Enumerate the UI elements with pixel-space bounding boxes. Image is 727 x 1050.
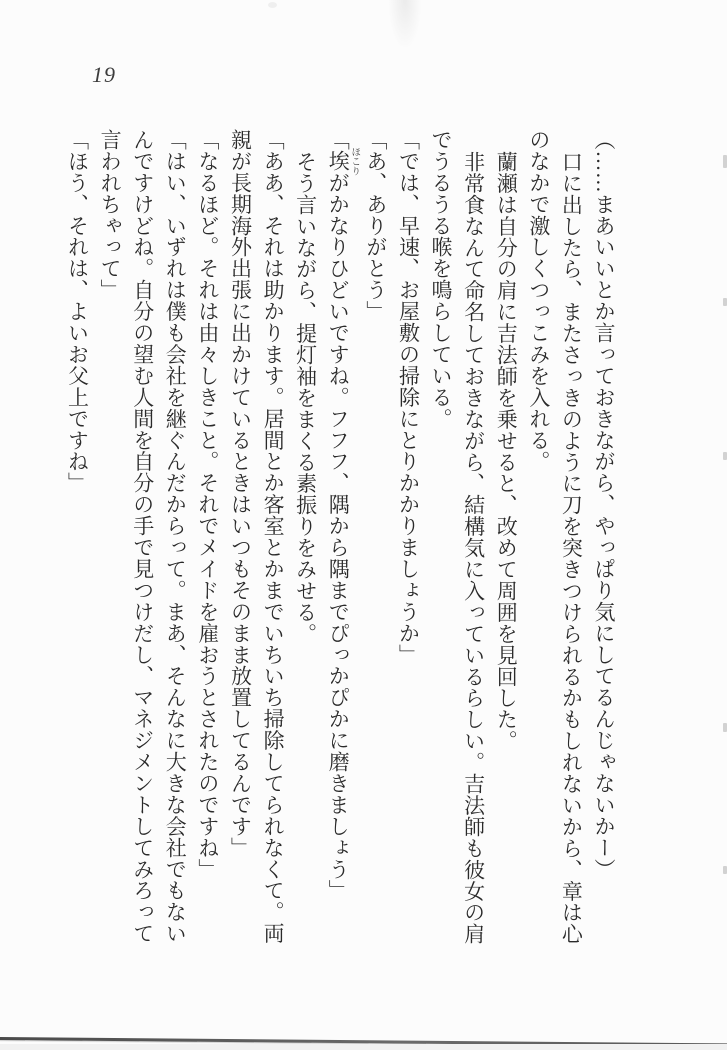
text-line: 「あ、ありがとう」 xyxy=(363,129,388,323)
text-line: （……まあいいとか言っておきながら、やっぱり気にしてるんじゃないかー） xyxy=(592,129,616,880)
text-line: 言われちゃって」 xyxy=(98,129,123,301)
text-line: でうるうる喉を鳴らしている。 xyxy=(429,129,454,430)
page-edge-mark xyxy=(723,298,727,306)
text-line: のなかで激しくつっこみを入れる。 xyxy=(526,129,551,473)
text-line: 親が長期海外出張に出かけているときはいつもそのまま放置してるんです」 xyxy=(228,129,253,859)
scan-smudge xyxy=(388,0,422,50)
text-line: 「なるほど。それは由々しきこと。それでメイドを雇おうとされたのですね」 xyxy=(195,129,220,880)
page-edge-mark xyxy=(723,866,727,874)
text-line: 口に出したら、またさっきのように刀を突きつけられるかもしれないから、章は心 xyxy=(559,150,584,945)
page-edge-mark xyxy=(723,452,727,460)
scan-smudge-dot xyxy=(268,2,277,8)
scan-edge-shadow xyxy=(0,1044,727,1050)
text-line: 「ああ、それは助かります。居間とか客室とかまでいちいち掃除してられなくて。両 xyxy=(261,129,286,945)
page-edge-mark xyxy=(723,155,727,168)
text-line: そう言いながら、提灯袖をまくる素振りをみせる。 xyxy=(293,150,318,644)
body-text xyxy=(61,129,620,947)
text-line: 蘭瀬は自分の肩に吉法師を乗せると、改めて周囲を見回した。 xyxy=(494,150,519,752)
text-line: 「埃 ほこりがかなりひどいですね。フフフ、隅から隅までぴっかぴかに磨きましょう」 xyxy=(326,129,360,902)
text-line: 「ほう、それは、よいお父上ですね」 xyxy=(65,129,90,494)
text-line: 「では、早速、お屋敷の掃除にとりかかりましょうか」 xyxy=(396,129,421,666)
furigana-ruby: 埃 ほこり xyxy=(326,146,360,176)
page-number: 19 xyxy=(92,62,116,87)
text-line: 「はい、いずれは僕も会社を継ぐんだからって。まあ、そんなに大きな会社でもない xyxy=(163,129,188,945)
page-edge-mark xyxy=(723,723,727,732)
text-line: 非常食なんて命名しておきながら、結構気に入っているらしい。吉法師も彼女の肩 xyxy=(461,150,486,945)
text-line: んですけどね。自分の望む人間を自分の手で見つけだし、マネジメントしてみろって xyxy=(130,129,155,945)
